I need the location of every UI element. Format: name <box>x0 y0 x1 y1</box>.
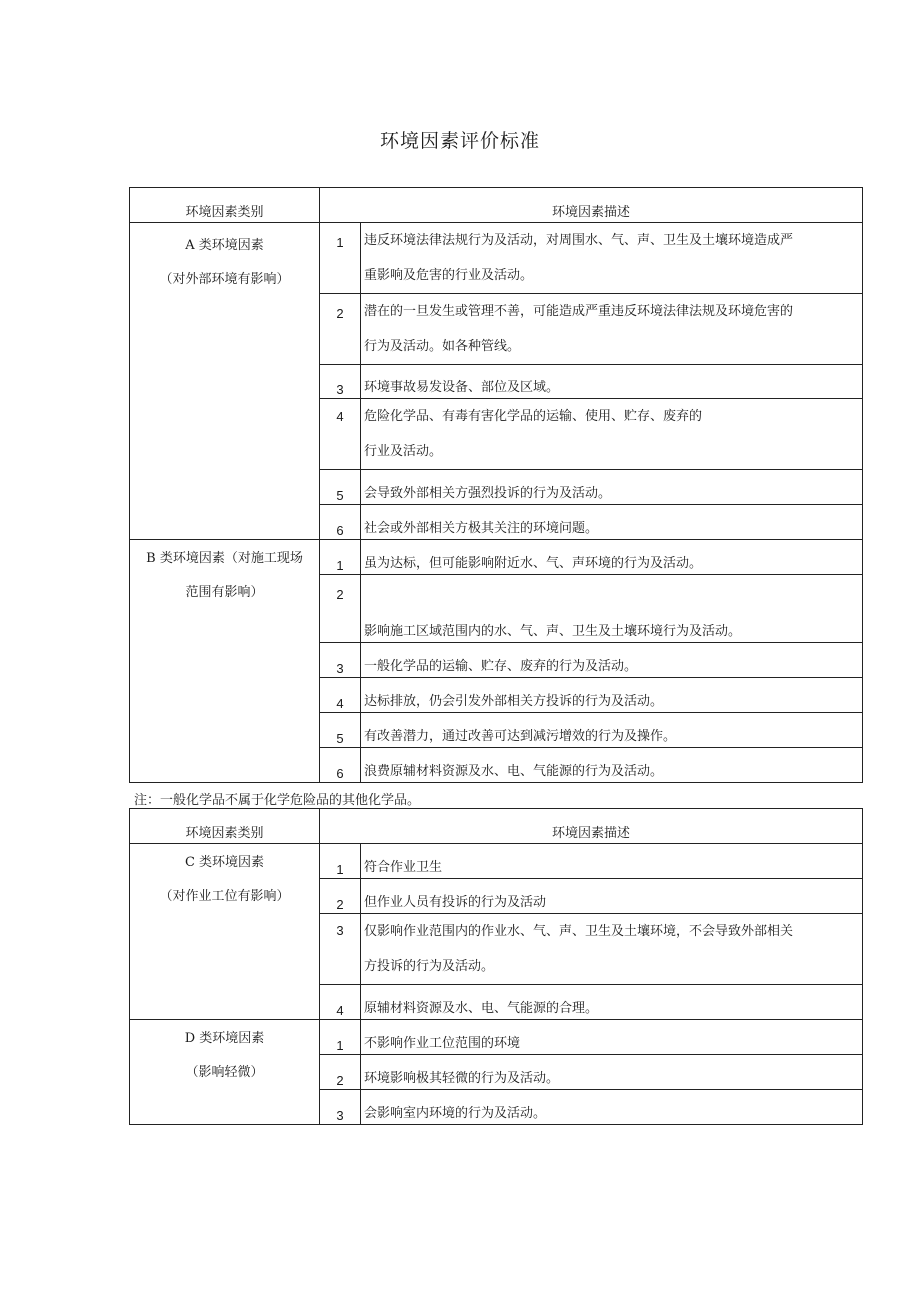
item-number: 1 <box>320 540 361 575</box>
table-header-row <box>130 188 863 223</box>
item-description: 达标排放，仍会引发外部相关方投诉的行为及活动。 <box>361 678 863 713</box>
item-number: 2 <box>320 575 361 643</box>
table-row <box>130 540 863 575</box>
item-description: 但作业人员有投诉的行为及活动 <box>361 879 863 914</box>
item-description: 一般化学品的运输、贮存、废弃的行为及活动。 <box>361 643 863 678</box>
item-text-line: 重影响及危害的行业及活动。 <box>364 268 534 283</box>
header-category: 环境因素类别 <box>130 809 320 844</box>
item-description: 原辅材料资源及水、电、气能源的合理。 <box>361 985 863 1020</box>
item-description: 符合作业卫生 <box>361 844 863 879</box>
item-description: 不影响作业工位范围的环境 <box>361 1020 863 1055</box>
evaluation-table-1 <box>129 187 863 783</box>
page-title: 环境因素评价标准 <box>379 130 540 152</box>
category-d-scope: （影响轻微） <box>185 1065 264 1080</box>
table-row <box>130 223 863 294</box>
category-d-title: D 类环境因素 <box>184 1031 265 1046</box>
category-b-title: B 类环境因素（对施工现场 <box>146 551 303 566</box>
category-b-cell <box>130 540 320 783</box>
category-a-cell <box>130 223 320 540</box>
header-description: 环境因素描述 <box>320 188 863 223</box>
item-number: 5 <box>320 470 361 505</box>
category-c-scope: （对作业工位有影响） <box>159 889 290 904</box>
evaluation-table-2 <box>129 808 863 1125</box>
category-a-scope: （对外部环境有影响） <box>159 272 290 287</box>
item-description: 环境事故易发设备、部位及区域。 <box>361 365 863 399</box>
item-text-line: 方投诉的行为及活动。 <box>364 959 495 974</box>
item-number: 3 <box>320 914 361 985</box>
item-description <box>361 914 863 985</box>
item-text-line: 仅影响作业范围内的作业水、气、声、卫生及土壤环境，不会导致外部相关 <box>364 924 794 939</box>
category-d-cell <box>130 1020 320 1125</box>
item-description: 环境影响极其轻微的行为及活动。 <box>361 1055 863 1090</box>
item-description: 虽为达标，但可能影响附近水、气、声环境的行为及活动。 <box>361 540 863 575</box>
item-text-line: 行为及活动。如各种管线。 <box>364 339 521 354</box>
item-text-line: 潜在的一旦发生或管理不善，可能造成严重违反环境法律法规及环境危害的 <box>364 304 794 319</box>
header-description: 环境因素描述 <box>320 809 863 844</box>
item-number: 1 <box>320 1020 361 1055</box>
category-a-title: A 类环境因素 <box>185 238 264 253</box>
table-header-row <box>130 809 863 844</box>
category-b-scope: 范围有影响） <box>185 585 264 600</box>
item-number: 2 <box>320 879 361 914</box>
item-text-line: 危险化学品、有毒有害化学品的运输、使用、贮存、废弃的 <box>364 409 703 424</box>
item-text-line: 违反环境法律法规行为及活动，对周围水、气、声、卫生及土壤环境造成严 <box>364 233 794 248</box>
header-category: 环境因素类别 <box>130 188 320 223</box>
item-number: 3 <box>320 365 361 399</box>
item-description: 有改善潜力，通过改善可达到减污增效的行为及操作。 <box>361 713 863 748</box>
item-number: 4 <box>320 678 361 713</box>
item-number: 6 <box>320 505 361 540</box>
category-c-cell <box>130 844 320 1020</box>
item-number: 3 <box>320 1090 361 1125</box>
item-description: 会导致外部相关方强烈投诉的行为及活动。 <box>361 470 863 505</box>
item-description <box>361 399 863 470</box>
item-number: 2 <box>320 294 361 365</box>
footnote: 注：一般化学品不属于化学危险品的其他化学品。 <box>134 793 421 808</box>
item-number: 4 <box>320 399 361 470</box>
item-number: 6 <box>320 748 361 783</box>
table-row <box>130 1020 863 1055</box>
item-number: 2 <box>320 1055 361 1090</box>
item-description: 影响施工区域范围内的水、气、声、卫生及土壤环境行为及活动。 <box>361 575 863 643</box>
item-description: 浪费原辅材料资源及水、电、气能源的行为及活动。 <box>361 748 863 783</box>
item-number: 4 <box>320 985 361 1020</box>
item-number: 5 <box>320 713 361 748</box>
item-number: 1 <box>320 844 361 879</box>
item-text-line: 行业及活动。 <box>364 444 443 459</box>
item-description: 社会或外部相关方极其关注的环境问题。 <box>361 505 863 540</box>
category-c-title: C 类环境因素 <box>184 855 265 870</box>
item-description <box>361 294 863 365</box>
item-description: 会影响室内环境的行为及活动。 <box>361 1090 863 1125</box>
item-number: 3 <box>320 643 361 678</box>
table-row <box>130 844 863 879</box>
item-description <box>361 223 863 294</box>
item-number: 1 <box>320 223 361 294</box>
